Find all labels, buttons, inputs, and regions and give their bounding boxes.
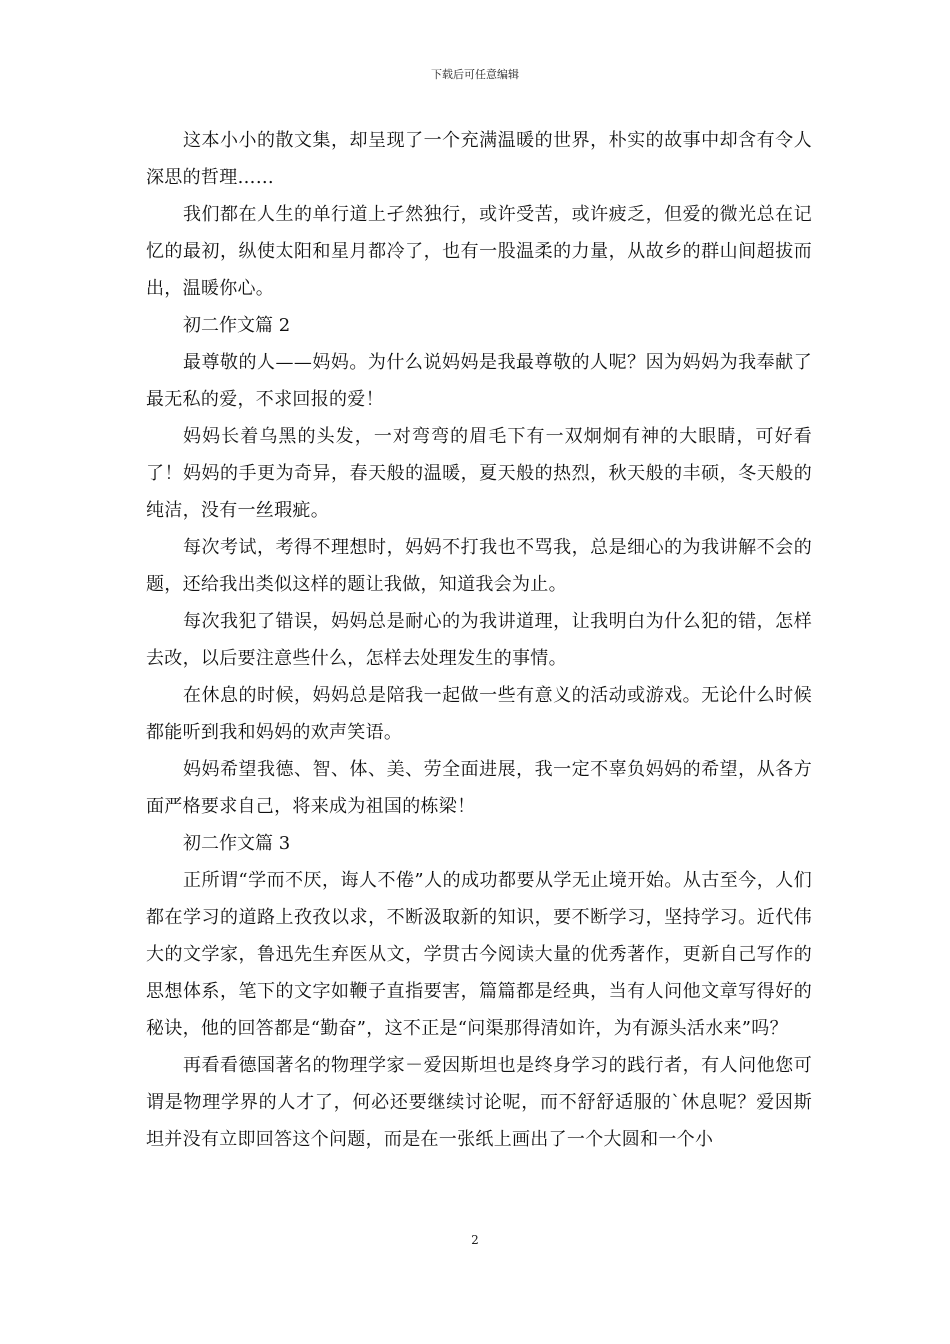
section-title: 初二作文篇 3 xyxy=(183,833,291,854)
paragraph: 妈妈长着乌黑的头发，一对弯弯的眉毛下有一双炯炯有神的大眼睛，可好看了！妈妈的手更为奇异，春天般的温暖，夏天般的热烈，秋天般的丰硕，冬天般的纯洁，没有一丝瑕疵。 xyxy=(146,426,812,521)
paragraph: 再看看德国著名的物理学家－爱因斯坦也是终身学习的践行者，有人问他您可谓是物理学界的人才了，何必还要继续讨论呢，而不舒舒适服的`休息呢？爱因斯坦并没有立即回答这个问题，而是在一张纸上画出了一个大圆和一个小 xyxy=(146,1055,812,1150)
section-title: 初二作文篇 2 xyxy=(183,315,291,336)
paragraph: 在休息的时候，妈妈总是陪我一起做一些有意义的活动或游戏。无论什么时候都能听到我和妈妈的欢声笑语。 xyxy=(146,685,812,743)
paragraph: 我们都在人生的单行道上孑然独行，或许受苦，或许疲乏，但爱的微光总在记忆的最初，纵使太阳和星月都冷了，也有一股温柔的力量，从故乡的群山间超拔而出，温暖你心。 xyxy=(146,204,812,299)
paragraph: 正所谓“学而不厌，诲人不倦”人的成功都要从学无止境开始。从古至今，人们都在学习的道路上孜孜以求，不断汲取新的知识，要不断学习，坚持学习。近代伟大的文学家，鲁迅先生弃医从文，学贯古今阅读大量的优秀著作，更新自己写作的思想体系，笔下的文字如鞭子直指要害，篇篇都是经典，当有人问他文章写得好的秘诀，他的回答都是“勤奋”，这不正是“问渠那得清如许，为有源头活水来”吗？ xyxy=(146,870,812,1039)
page-header: 下载后可任意编辑 xyxy=(431,68,519,81)
paragraph: 每次考试，考得不理想时，妈妈不打我也不骂我，总是细心的为我讲解不会的题，还给我出类似这样的题让我做，知道我会为止。 xyxy=(146,537,812,595)
document-body xyxy=(146,122,812,1158)
paragraph: 每次我犯了错误，妈妈总是耐心的为我讲道理，让我明白为什么犯的错，怎样去改，以后要注意些什么，怎样去处理发生的事情。 xyxy=(146,611,812,669)
paragraph: 最尊敬的人——妈妈。为什么说妈妈是我最尊敬的人呢？因为妈妈为我奉献了最无私的爱，不求回报的爱！ xyxy=(146,352,812,410)
paragraph: 妈妈希望我德、智、体、美、劳全面进展，我一定不辜负妈妈的希望，从各方面严格要求自己，将来成为祖国的栋梁！ xyxy=(146,759,812,817)
paragraph: 这本小小的散文集，却呈现了一个充满温暖的世界，朴实的故事中却含有令人深思的哲理…… xyxy=(146,130,812,188)
page-number: 2 xyxy=(471,1233,479,1247)
